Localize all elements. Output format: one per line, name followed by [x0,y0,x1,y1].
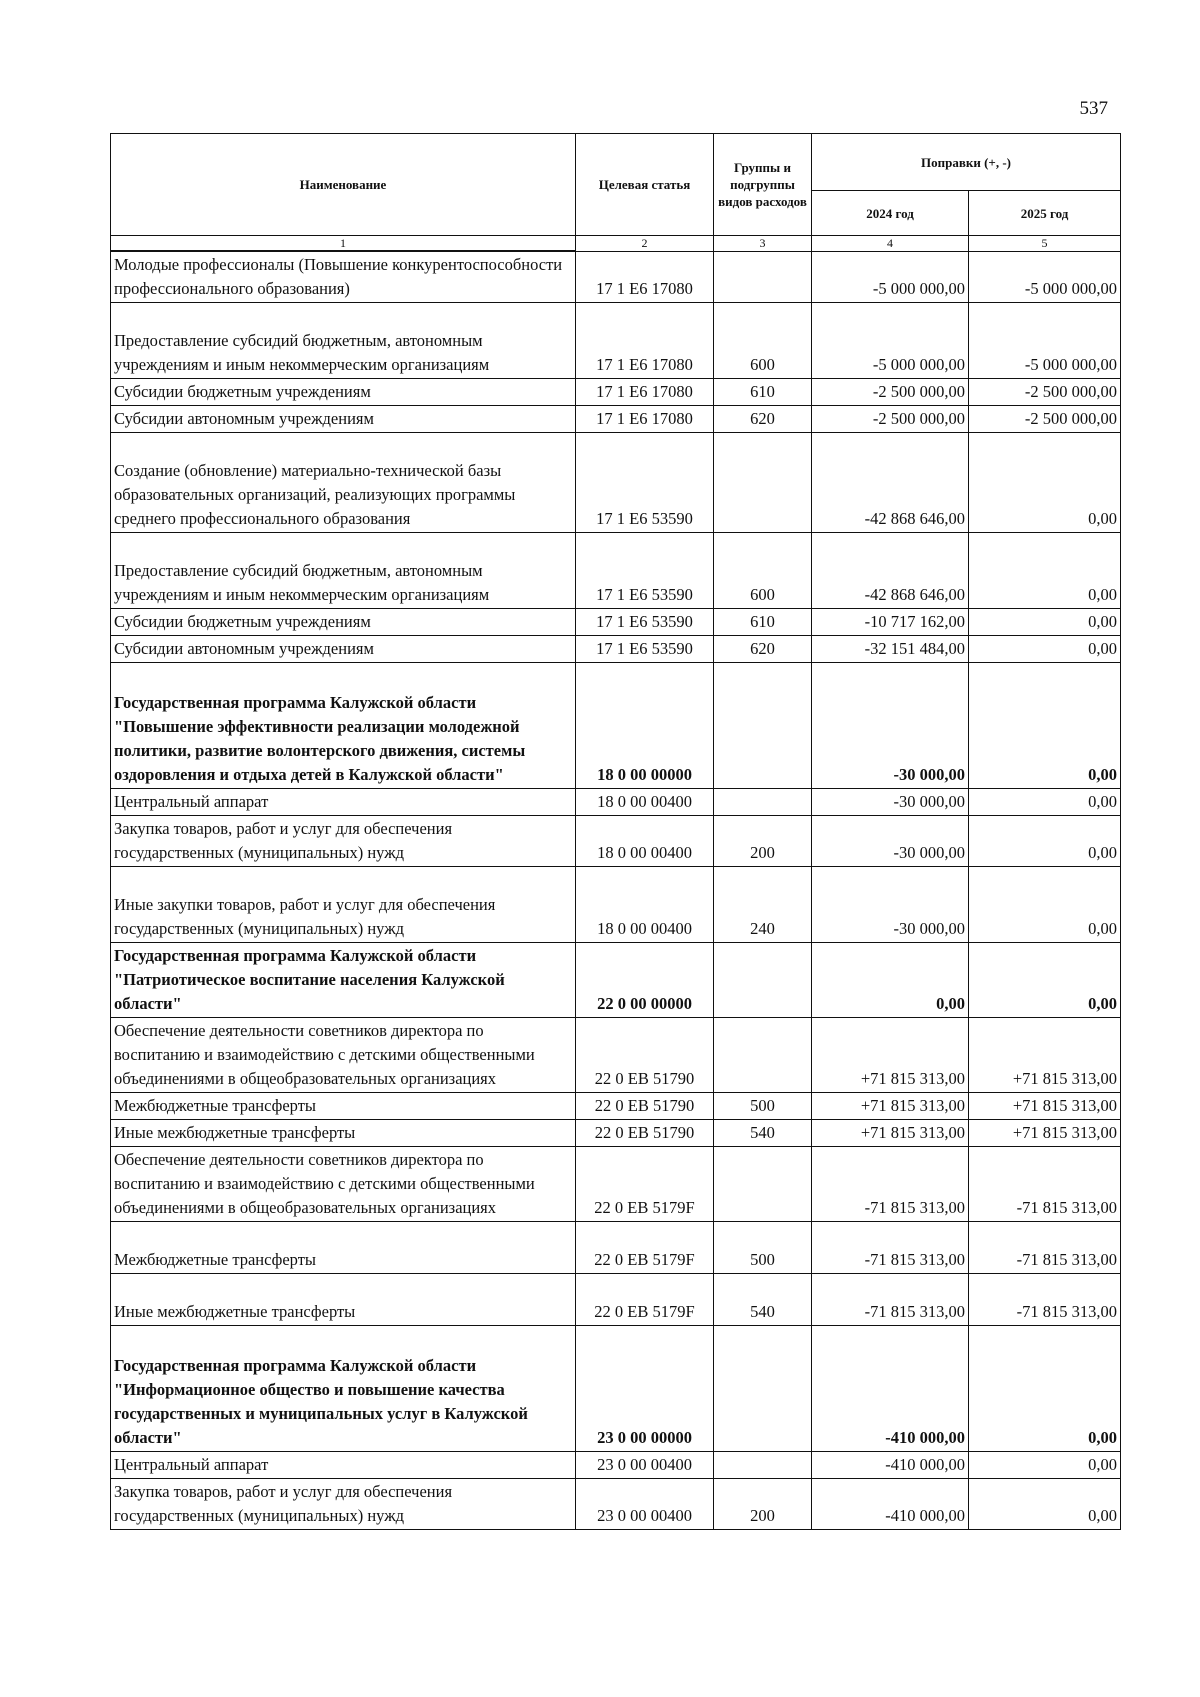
row-amount-2025: 0,00 [969,533,1121,609]
row-amount-2024: -30 000,00 [812,816,969,867]
row-group [714,789,812,816]
row-group [714,943,812,1018]
row-group: 200 [714,1479,812,1530]
header-amendments: Поправки (+, -) [812,134,1121,191]
row-name: Субсидии автономным учреждениям [111,406,576,433]
row-amount-2025: 0,00 [969,1452,1121,1479]
row-group [714,1147,812,1222]
table-row [111,1120,1121,1147]
row-amount-2025: 0,00 [969,867,1121,943]
row-amount-2024: -42 868 646,00 [812,533,969,609]
row-amount-2024: -30 000,00 [812,663,969,789]
table-row [111,1018,1121,1093]
table-row [111,1274,1121,1326]
row-amount-2024: -2 500 000,00 [812,379,969,406]
row-amount-2025: -2 500 000,00 [969,379,1121,406]
row-group: 240 [714,867,812,943]
table-row [111,303,1121,379]
row-name: Иные межбюджетные трансферты [111,1120,576,1147]
row-amount-2025: 0,00 [969,663,1121,789]
row-amount-2024: -71 815 313,00 [812,1274,969,1326]
row-name: Межбюджетные трансферты [111,1222,576,1274]
budget-amendments-table [110,133,1121,1530]
row-amount-2025: -5 000 000,00 [969,251,1121,303]
row-amount-2024: -71 815 313,00 [812,1147,969,1222]
row-group [714,1452,812,1479]
row-amount-2025: 0,00 [969,789,1121,816]
row-amount-2025: 0,00 [969,1479,1121,1530]
header-col-num: 3 [714,236,812,252]
row-group: 620 [714,636,812,663]
row-amount-2024: -410 000,00 [812,1452,969,1479]
table-row [111,663,1121,789]
row-amount-2025: 0,00 [969,609,1121,636]
table-row [111,1222,1121,1274]
table-row [111,1326,1121,1452]
row-code: 23 0 00 00400 [576,1452,714,1479]
row-code: 23 0 00 00000 [576,1326,714,1452]
table-row [111,943,1121,1018]
row-name: Субсидии бюджетным учреждениям [111,379,576,406]
row-group: 200 [714,816,812,867]
table-row [111,1479,1121,1530]
row-code: 17 1 E6 17080 [576,379,714,406]
row-name: Предоставление субсидий бюджетным, автономным учреждениям и иным некоммерческим организациям [111,533,576,609]
row-amount-2024: -5 000 000,00 [812,251,969,303]
row-amount-2024: -5 000 000,00 [812,303,969,379]
row-name: Создание (обновление) материально-технической базы образовательных организаций, реализующих программы среднего профессионального образования [111,433,576,533]
row-name: Иные закупки товаров, работ и услуг для обеспечения государственных (муниципальных) нужд [111,867,576,943]
table-row [111,816,1121,867]
row-name: Центральный аппарат [111,789,576,816]
row-amount-2025: -71 815 313,00 [969,1147,1121,1222]
row-code: 17 1 E6 17080 [576,251,714,303]
table-row [111,636,1121,663]
row-name: Обеспечение деятельности советников директора по воспитанию и взаимодействию с детскими общественными объединениями в общеобразовательных организациях [111,1147,576,1222]
row-name: Обеспечение деятельности советников директора по воспитанию и взаимодействию с детскими общественными объединениями в общеобразовательных организациях [111,1018,576,1093]
header-col-num: 4 [812,236,969,252]
row-name: Предоставление субсидий бюджетным, автономным учреждениям и иным некоммерческим организациям [111,303,576,379]
table-row [111,1093,1121,1120]
row-name: Субсидии автономным учреждениям [111,636,576,663]
row-amount-2025: +71 815 313,00 [969,1018,1121,1093]
row-code: 18 0 00 00400 [576,789,714,816]
row-group: 610 [714,379,812,406]
row-code: 22 0 EB 51790 [576,1093,714,1120]
row-group: 540 [714,1274,812,1326]
row-group: 500 [714,1222,812,1274]
page-number: 537 [1079,98,1108,119]
header-col-num: 1 [111,236,576,252]
row-amount-2025: +71 815 313,00 [969,1093,1121,1120]
row-group: 500 [714,1093,812,1120]
row-code: 22 0 EB 5179F [576,1274,714,1326]
row-amount-2024: -2 500 000,00 [812,406,969,433]
row-name: Государственная программа Калужской области "Повышение эффективности реализации молодежной политики, развитие волонтерского движения, системы оздоровления и отдыха детей в Калужской области" [111,663,576,789]
row-group [714,1326,812,1452]
row-amount-2024: -10 717 162,00 [812,609,969,636]
row-group [714,433,812,533]
table-row [111,379,1121,406]
row-amount-2025: -71 815 313,00 [969,1274,1121,1326]
row-name: Центральный аппарат [111,1452,576,1479]
row-code: 22 0 EB 5179F [576,1147,714,1222]
table-row [111,406,1121,433]
row-name: Закупка товаров, работ и услуг для обеспечения государственных (муниципальных) нужд [111,1479,576,1530]
header-year-2025: 2025 год [969,191,1121,236]
row-group: 540 [714,1120,812,1147]
row-name: Закупка товаров, работ и услуг для обеспечения государственных (муниципальных) нужд [111,816,576,867]
row-code: 17 1 E6 53590 [576,533,714,609]
row-code: 17 1 E6 17080 [576,303,714,379]
row-amount-2024: +71 815 313,00 [812,1120,969,1147]
row-code: 22 0 00 00000 [576,943,714,1018]
header-col-num: 2 [576,236,714,252]
table-row [111,251,1121,303]
table-row [111,433,1121,533]
row-amount-2025: +71 815 313,00 [969,1120,1121,1147]
header-target-article: Целевая статья [576,134,714,236]
header-col-num: 5 [969,236,1121,252]
row-code: 18 0 00 00400 [576,867,714,943]
row-amount-2025: 0,00 [969,636,1121,663]
row-code: 23 0 00 00400 [576,1479,714,1530]
table-row [111,789,1121,816]
table-row [111,867,1121,943]
row-name: Государственная программа Калужской области "Информационное общество и повышение качества государственных и муниципальных услуг в Калужской области" [111,1326,576,1452]
row-amount-2024: 0,00 [812,943,969,1018]
row-code: 17 1 E6 53590 [576,636,714,663]
row-amount-2024: -32 151 484,00 [812,636,969,663]
row-amount-2024: -71 815 313,00 [812,1222,969,1274]
row-code: 18 0 00 00000 [576,663,714,789]
table-row [111,1147,1121,1222]
row-name: Субсидии бюджетным учреждениям [111,609,576,636]
row-code: 17 1 E6 53590 [576,609,714,636]
table-row [111,1452,1121,1479]
row-amount-2025: 0,00 [969,816,1121,867]
row-group [714,1018,812,1093]
row-group: 610 [714,609,812,636]
row-amount-2025: -2 500 000,00 [969,406,1121,433]
header-name: Наименование [111,134,576,236]
row-amount-2025: 0,00 [969,1326,1121,1452]
table-row [111,609,1121,636]
row-amount-2024: -410 000,00 [812,1326,969,1452]
header-expense-groups: Группы и подгруппы видов расходов [714,134,812,236]
row-amount-2024: -410 000,00 [812,1479,969,1530]
row-code: 17 1 E6 53590 [576,433,714,533]
row-name: Иные межбюджетные трансферты [111,1274,576,1326]
row-code: 22 0 EB 51790 [576,1018,714,1093]
row-amount-2025: -5 000 000,00 [969,303,1121,379]
row-code: 22 0 EB 5179F [576,1222,714,1274]
row-group [714,251,812,303]
row-group: 600 [714,303,812,379]
row-group [714,663,812,789]
row-code: 18 0 00 00400 [576,816,714,867]
row-name: Межбюджетные трансферты [111,1093,576,1120]
row-amount-2024: -30 000,00 [812,867,969,943]
row-code: 22 0 EB 51790 [576,1120,714,1147]
header-year-2024: 2024 год [812,191,969,236]
row-code: 17 1 E6 17080 [576,406,714,433]
row-name: Государственная программа Калужской области "Патриотическое воспитание населения Калужской области" [111,943,576,1018]
row-group: 620 [714,406,812,433]
row-amount-2024: +71 815 313,00 [812,1018,969,1093]
row-group: 600 [714,533,812,609]
row-amount-2024: -42 868 646,00 [812,433,969,533]
row-amount-2025: -71 815 313,00 [969,1222,1121,1274]
row-amount-2024: -30 000,00 [812,789,969,816]
row-name: Молодые профессионалы (Повышение конкурентоспособности профессионального образования) [111,251,576,303]
table-row [111,533,1121,609]
row-amount-2025: 0,00 [969,943,1121,1018]
row-amount-2025: 0,00 [969,433,1121,533]
row-amount-2024: +71 815 313,00 [812,1093,969,1120]
